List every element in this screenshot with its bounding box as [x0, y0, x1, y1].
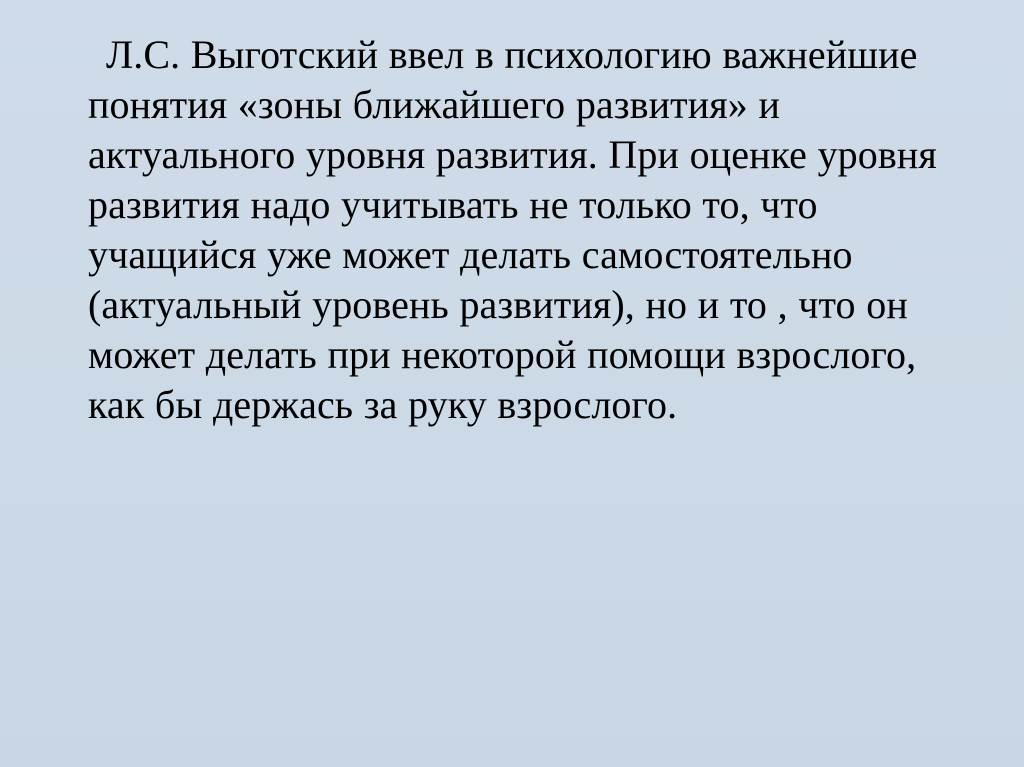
slide-content-placeholder [88, 30, 958, 430]
slide-body-text: Л.С. Выготский ввел в психологию важнейшие понятия «зоны ближайшего развития» и актуального уровня развития. При оценке уровня развития надо учитывать не только то, что учащийся уже может делать самостоятельно (актуальный уровень развития), но и то , что он может делать при некоторой помощи взрослого, как бы держась за руку взрослого. [88, 32, 937, 427]
